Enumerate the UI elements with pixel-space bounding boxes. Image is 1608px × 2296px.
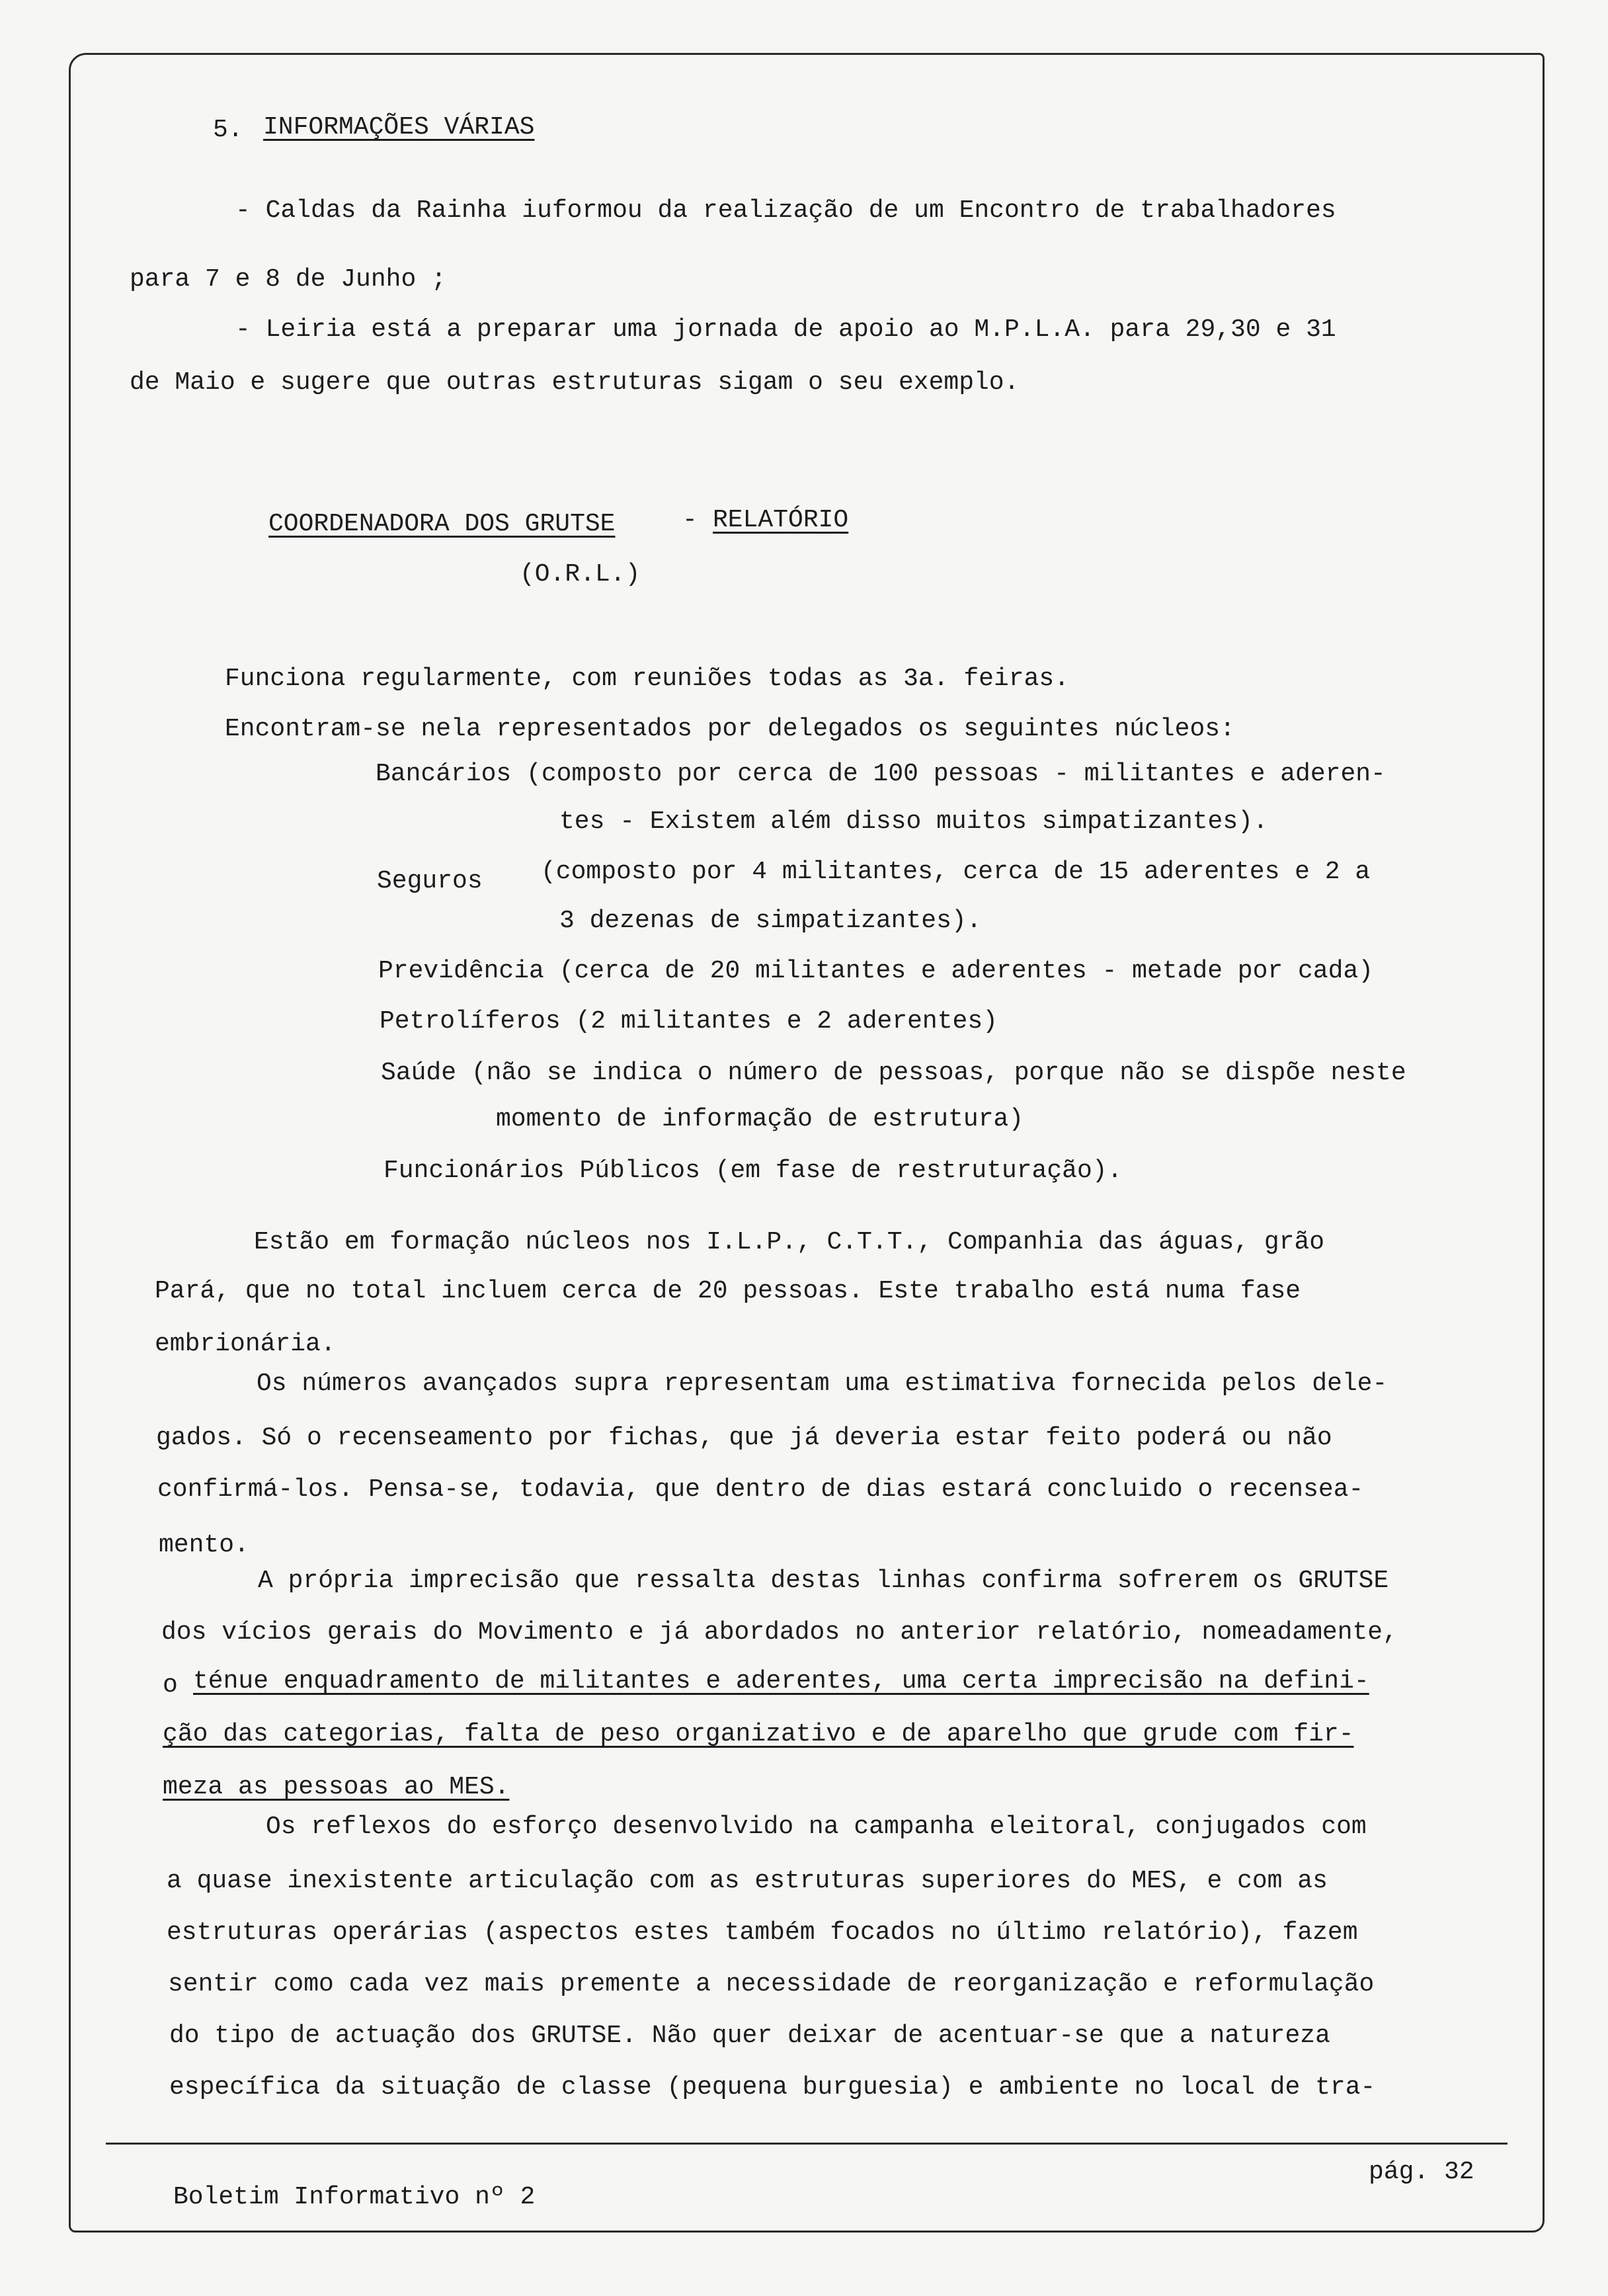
section-number: 5. <box>213 116 243 144</box>
nucleo-line: (composto por 4 militantes, cerca de 15 aderentes e 2 a <box>541 858 1371 886</box>
paragraph-line: embrionária. <box>155 1330 336 1358</box>
report-title: COORDENADORA DOS GRUTSE <box>268 510 616 538</box>
underlined-line: ténue enquadramento de militantes e aderentes, uma certa imprecisão na defini- <box>193 1667 1369 1696</box>
paragraph-line: A própria imprecisão que ressalta destas linhas confirma sofrerem os GRUTSE <box>258 1567 1389 1595</box>
info-line: - Caldas da Rainha iuformou da realização de um Encontro de trabalhadores <box>235 196 1336 225</box>
nucleo-name: Seguros <box>377 867 483 895</box>
paragraph-line: gados. Só o recenseamento por fichas, que já deveria estar feito poderá ou não <box>156 1424 1332 1452</box>
footer-rule <box>106 2143 1508 2145</box>
nucleo-line: Saúde (não se indica o número de pessoas, porque não se dispõe neste <box>381 1059 1406 1087</box>
section-title: INFORMAÇÕES VÁRIAS <box>263 113 535 142</box>
report-title-separator: - <box>682 506 698 534</box>
info-line: para 7 e 8 de Junho ; <box>130 265 446 294</box>
nucleo-line: 3 dezenas de simpatizantes). <box>559 907 982 935</box>
paragraph-line: Estão em formação núcleos nos I.L.P., C.T.T., Companhia das águas, grão <box>254 1228 1325 1256</box>
underlined-line: meza as pessoas ao MES. <box>163 1773 510 1801</box>
intro-line: Funciona regularmente, com reuniões todas as 3a. feiras. <box>225 665 1070 693</box>
page-number: pág. 32 <box>1369 2158 1474 2186</box>
nucleo-line: Funcionários Públicos (em fase de restruturação). <box>383 1157 1123 1185</box>
paragraph-line: específica da situação de classe (pequena burguesia) e ambiente no local de tra- <box>169 2073 1376 2102</box>
report-title-label: RELATÓRIO <box>713 506 849 534</box>
paragraph-line: do tipo de actuação dos GRUTSE. Não quer deixar de acentuar-se que a natureza <box>169 2022 1330 2050</box>
paragraph-line: mento. <box>159 1531 249 1559</box>
paragraph-line: confirmá-los. Pensa-se, todavia, que dentro de dias estará concluido o recensea- <box>157 1475 1364 1504</box>
paragraph-line: sentir como cada vez mais premente a necessidade de reorganização e reformulação <box>168 1970 1375 1998</box>
nucleo-line: momento de informação de estrutura) <box>496 1105 1024 1133</box>
info-line: de Maio e sugere que outras estruturas sigam o seu exemplo. <box>130 368 1020 397</box>
intro-line: Encontram-se nela representados por delegados os seguintes núcleos: <box>225 715 1235 743</box>
underlined-line: ção das categorias, falta de peso organizativo e de aparelho que grude com fir- <box>163 1720 1354 1748</box>
info-line: - Leiria está a preparar uma jornada de apoio ao M.P.L.A. para 29,30 e 31 <box>235 315 1336 344</box>
paragraph-line: Pará, que no total incluem cerca de 20 pessoas. Este trabalho está numa fase <box>155 1277 1301 1305</box>
paragraph-line: estruturas operárias (aspectos estes também focados no último relatório), fazem <box>167 1918 1358 1947</box>
nucleo-line: tes - Existem além disso muitos simpatizantes). <box>559 807 1268 836</box>
nucleo-line: Bancários (composto por cerca de 100 pessoas - militantes e aderen- <box>376 760 1386 788</box>
paragraph-line: a quase inexistente articulação com as estruturas superiores do MES, e com as <box>167 1867 1328 1895</box>
paragraph-line: Os reflexos do esforço desenvolvido na campanha eleitoral, conjugados com <box>266 1813 1367 1841</box>
paragraph-line: o <box>163 1671 178 1700</box>
report-subtitle: (O.R.L.) <box>520 560 641 589</box>
nucleo-line: Previdência (cerca de 20 militantes e aderentes - metade por cada) <box>378 957 1374 985</box>
nucleo-line: Petrolíferos (2 militantes e 2 aderentes) <box>380 1007 998 1036</box>
paragraph-line: Os números avançados supra representam uma estimativa fornecida pelos dele- <box>257 1370 1388 1398</box>
paragraph-line: dos vícios gerais do Movimento e já abordados no anterior relatório, nomeadamente, <box>161 1618 1398 1647</box>
footer-publication: Boletim Informativo nº 2 <box>173 2183 536 2211</box>
